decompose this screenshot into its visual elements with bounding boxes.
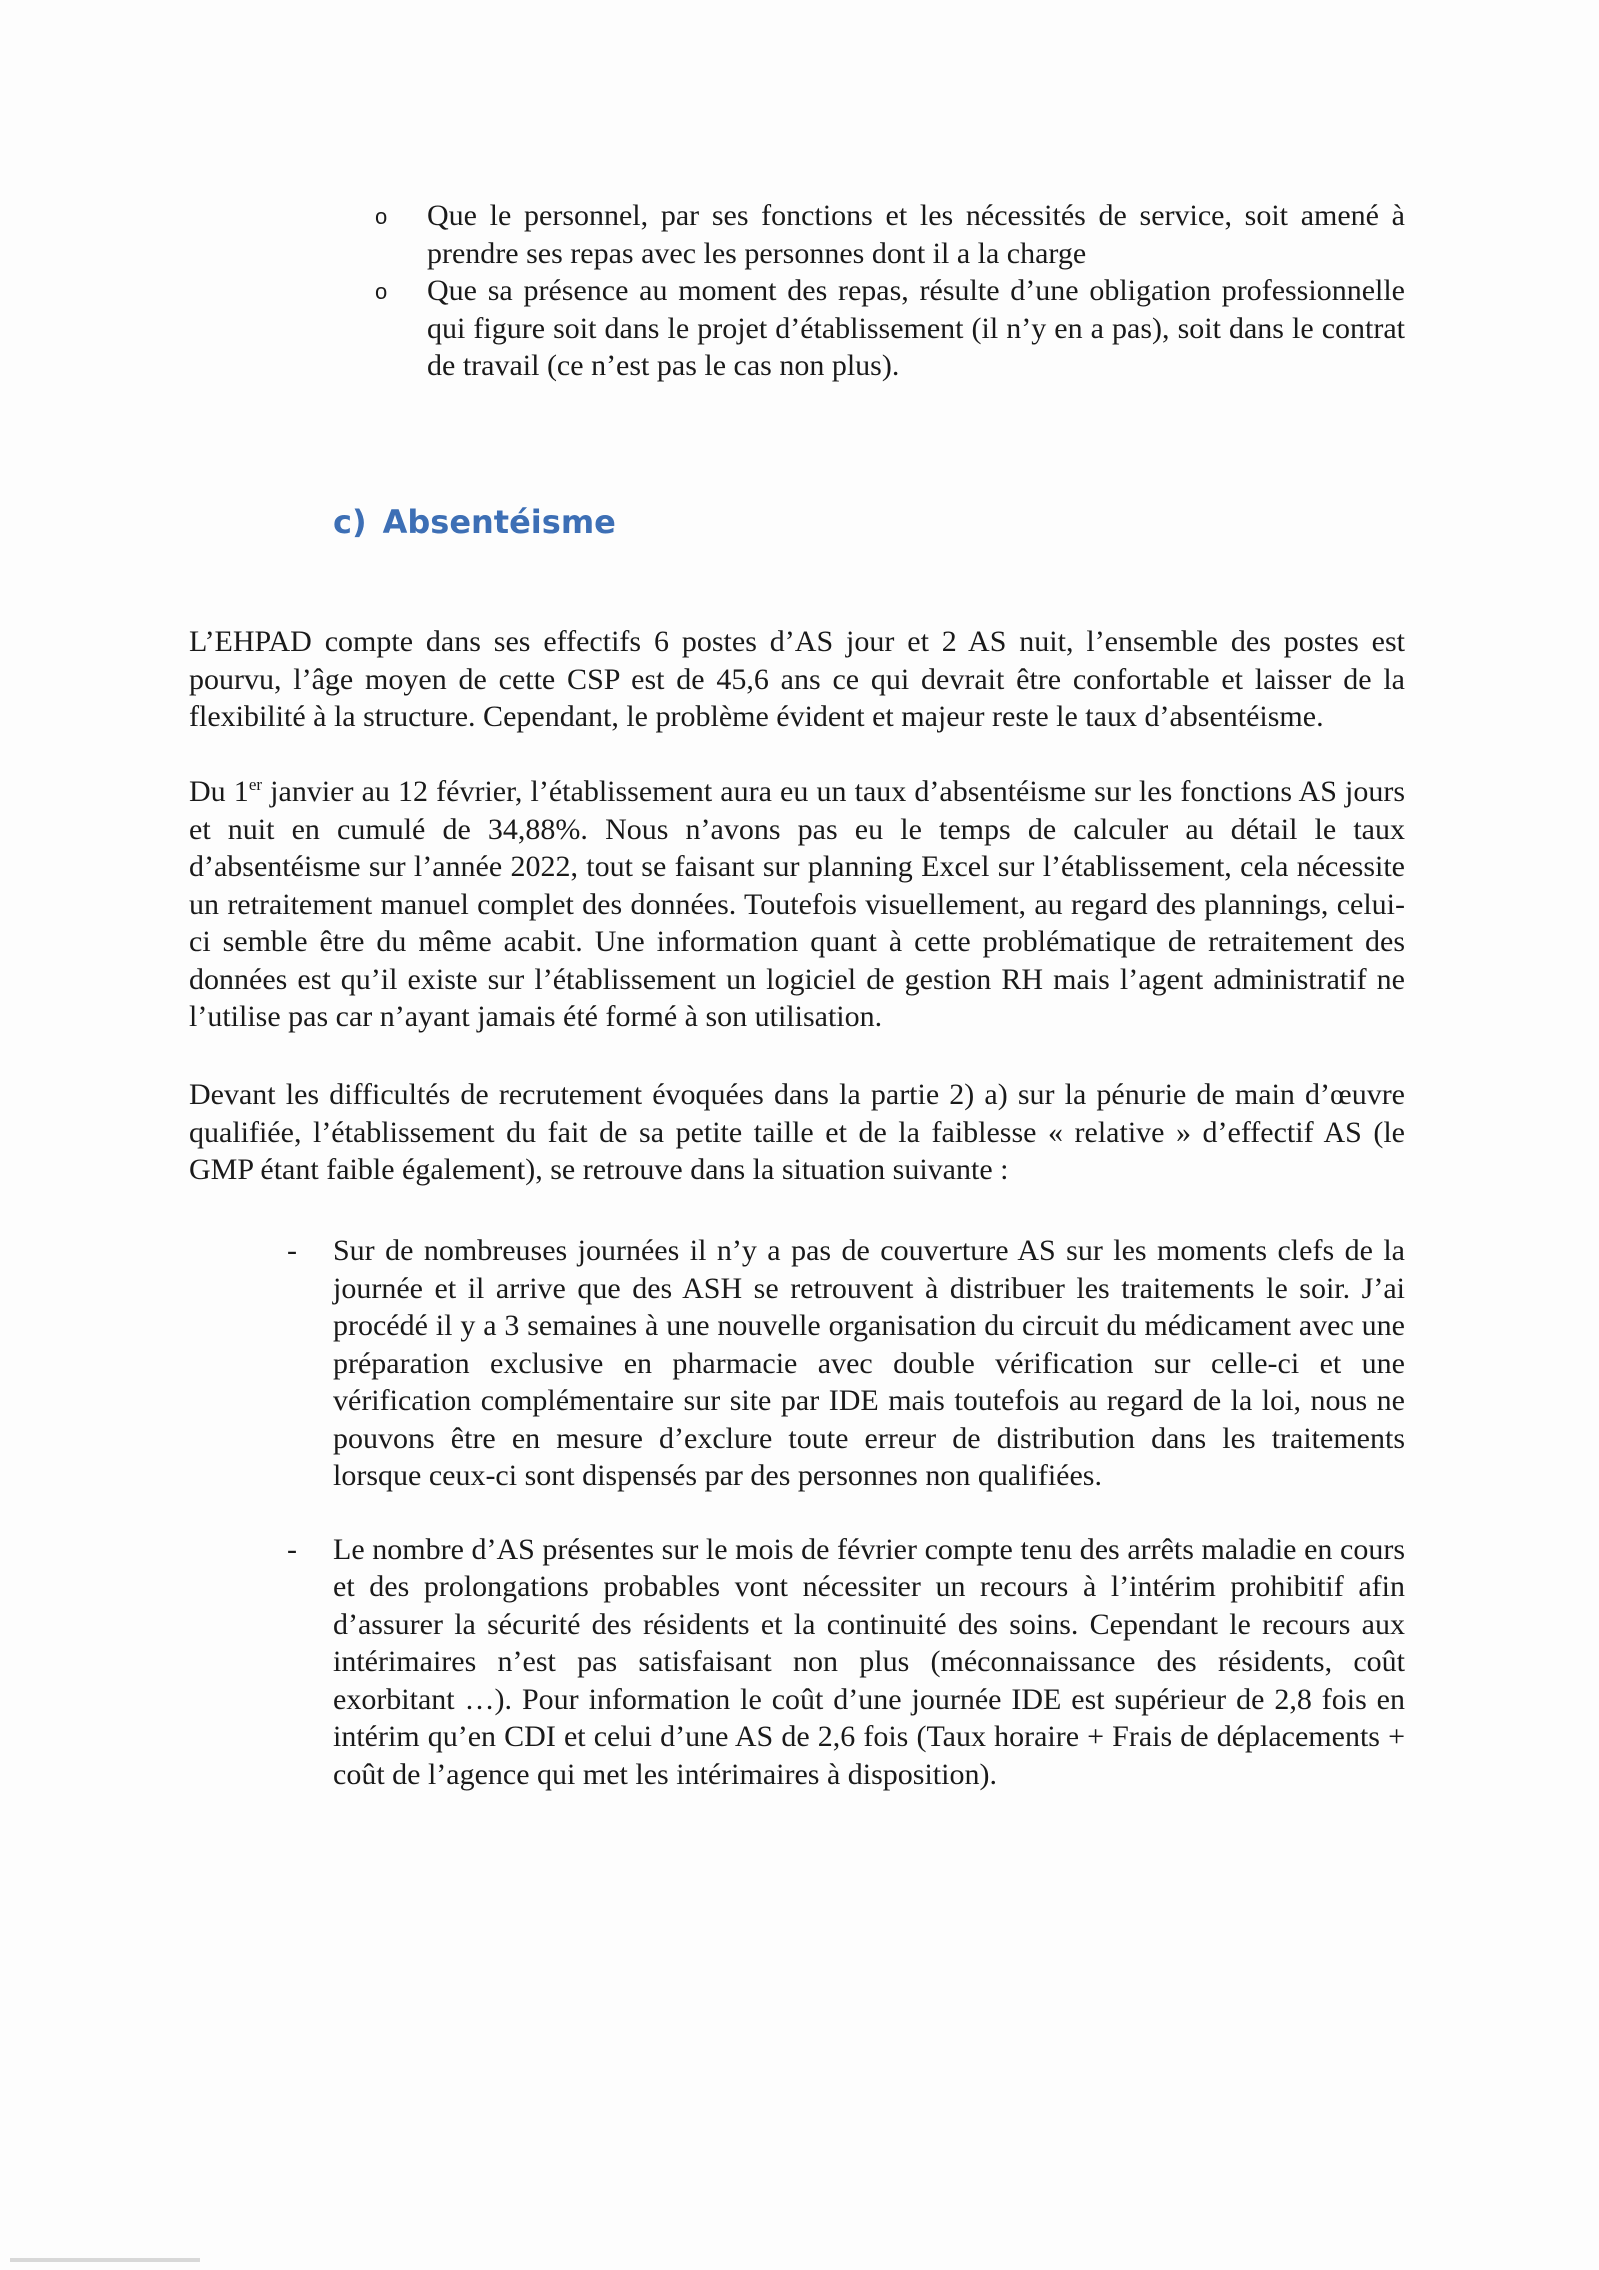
bullet-text: Que le personnel, par ses fonctions et les nécessités de service, soit amené à prendre ses repas avec les personnes dont il a la charge	[427, 199, 1405, 270]
paragraph-staffing: L’EHPAD compte dans ses effectifs 6 postes d’AS jour et 2 AS nuit, l’ensemble des postes est pourvu, l’âge moyen de cette CSP est de 45,6 ans ce qui devrait être confortable et laisser de la flexibilité à la structure. Cependant, le problème évident et majeur reste le taux d’absentéisme.	[189, 625, 1405, 733]
section-title: Absentéisme	[382, 503, 616, 541]
bullet-item	[375, 272, 1405, 385]
bullet-text: Que sa présence au moment des repas, résulte d’une obligation professionnelle qui figure soit dans le projet d’établissement (il n’y en a pas), soit dans le contrat de travail (ce n’est pas le cas non plus).	[427, 274, 1405, 382]
paragraph-absenteeism-rate	[189, 773, 1405, 1036]
dash-item	[279, 1232, 1405, 1495]
paragraph-recruitment: Devant les difficultés de recrutement évoquées dans la partie 2) a) sur la pénurie de main d’œuvre qualifiée, l’établissement du fait de sa petite taille et de la faiblesse « relative » d’effectif AS (le GMP étant faible également), se retrouve dans la situation suivante :	[189, 1078, 1405, 1186]
section-letter: c)	[333, 503, 367, 541]
dash-item-text: Sur de nombreuses journées il n’y a pas de couverture AS sur les moments clefs de la journée et il arrive que des ASH se retrouvent à distribuer les traitements le soir. J’ai procédé il y a 3 semaines à une nouvelle organisation du circuit du médicament avec une préparation exclusive en pharmacie avec double vérification sur celle-ci et une vérification complémentaire sur site par IDE mais toutefois au regard de la loi, nous ne pouvons être en mesure d’exclure toute erreur de distribution dans les traitements lorsque ceux-ci sont dispensés par des personnes non qualifiées.	[333, 1234, 1405, 1492]
section-heading	[333, 502, 616, 542]
scan-edge-mark	[10, 2258, 200, 2262]
bullet-list	[375, 197, 1405, 385]
dash-item	[279, 1531, 1405, 1794]
dash-bullet-icon: -	[287, 1234, 297, 1267]
dash-list	[279, 1232, 1405, 1793]
ordinal-superscript: er	[248, 775, 263, 794]
dash-bullet-icon: -	[287, 1532, 297, 1566]
circle-bullet-icon: o	[375, 204, 388, 229]
circle-bullet-icon: o	[375, 279, 388, 304]
paragraph-body: janvier au 12 février, l’établissement aura eu un taux d’absentéisme sur les fonctions AS jours et nuit en cumulé de 34,88%. Nous n’avons pas eu le temps de calculer au détail le taux d’absentéisme sur l’année 2022, tout se faisant sur planning Excel sur l’établissement, cela nécessite un retraitement manuel complet des données. Toutefois visuellement, au regard des plannings, celui-ci semble être du même acabit. Une information quant à cette problématique de retraitement des données est qu’il existe sur l’établissement un logiciel de gestion RH mais l’agent administratif ne l’utilise pas car n’ayant jamais été formé à son utilisation.	[189, 775, 1406, 1033]
bullet-item	[375, 197, 1405, 272]
paragraph-prefix: Du 1	[189, 775, 249, 808]
dash-item-text: Le nombre d’AS présentes sur le mois de février compte tenu des arrêts maladie en cours et des prolongations probables vont nécessiter un recours à l’intérim prohibitif afin d’assurer la sécurité des résidents et la continuité des soins. Cependant le recours aux intérimaires n’est pas satisfaisant non plus (méconnaissance des résidents, coût exorbitant …). Pour information le coût d’une journée IDE est supérieur de 2,8 fois en intérim qu’en CDI et celui d’une AS de 2,6 fois (Taux horaire + Frais de déplacements + coût de l’agence qui met les intérimaires à disposition).	[333, 1532, 1405, 1791]
